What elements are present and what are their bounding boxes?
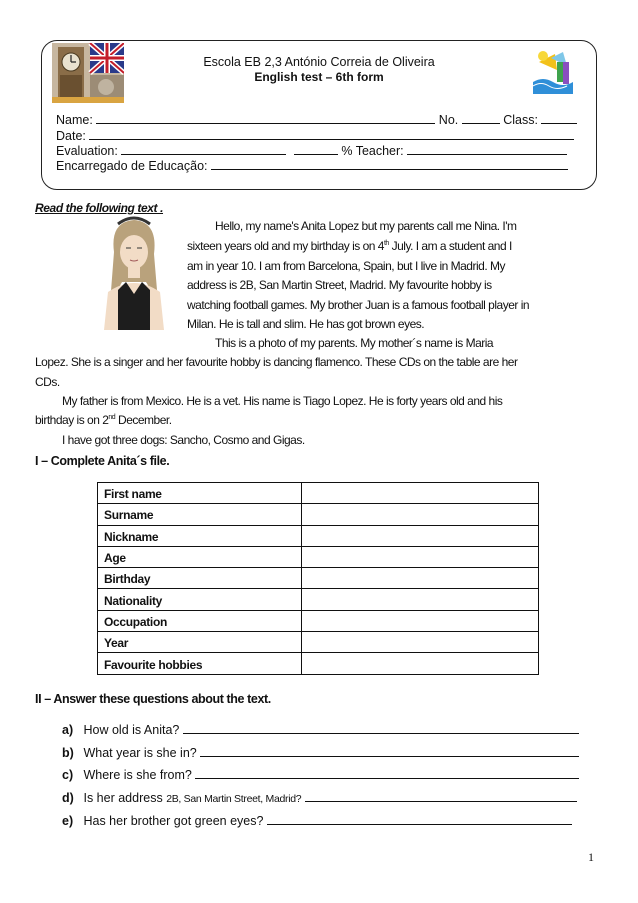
question-text: Is her address <box>83 791 163 805</box>
percent-label: % <box>341 144 353 158</box>
field-label: Occupation <box>98 610 302 631</box>
section-2-title: II – Answer these questions about the text. <box>35 692 271 706</box>
table-row <box>98 653 539 674</box>
date-blank[interactable] <box>89 129 574 140</box>
reading-line-1: Hello, my name's Anita Lopez but my parents call me Nina. I'm <box>215 219 517 233</box>
field-answer-cell[interactable] <box>302 546 539 567</box>
evaluation-row <box>56 144 567 158</box>
question-c <box>62 768 579 782</box>
question-text: What year is she in? <box>83 746 197 760</box>
reading-line-10: My father is from Mexico. He is a vet. His name is Tiago Lopez. He is forty years old and his <box>62 394 503 408</box>
reading-line-11-tail: December. <box>115 413 172 427</box>
reading-line-7: This is a photo of my parents. My mother´s name is Maria <box>215 336 494 350</box>
question-letter: b) <box>62 746 74 760</box>
date-row <box>56 129 574 143</box>
page-number: 1 <box>588 850 594 864</box>
field-label: Nationality <box>98 589 302 610</box>
field-answer-cell[interactable] <box>302 568 539 589</box>
reading-line-5: watching football games. My brother Juan is a famous football player in <box>187 298 530 312</box>
field-answer-cell[interactable] <box>302 483 539 504</box>
name-label: Name: <box>56 113 93 127</box>
number-blank[interactable] <box>462 113 500 124</box>
superscript-th: th <box>383 240 389 247</box>
answer-blank[interactable] <box>200 746 579 757</box>
number-label: No. <box>438 113 459 127</box>
question-text: How old is Anita? <box>83 723 180 737</box>
reading-line-8: Lopez. She is a singer and her favourite hobby is dancing flamenco. These CDs on the table are her <box>35 355 518 369</box>
question-e <box>62 814 572 828</box>
answer-blank[interactable] <box>183 723 579 734</box>
reading-instruction: Read the following text . <box>35 201 164 215</box>
class-label: Class: <box>503 113 538 127</box>
reading-line-11 <box>35 413 172 427</box>
answer-blank[interactable] <box>267 814 572 825</box>
question-letter: a) <box>62 723 74 737</box>
question-letter: d) <box>62 791 74 805</box>
name-blank[interactable] <box>96 113 435 124</box>
reading-line-3: am in year 10. I am from Barcelona, Spain, but I live in Madrid. My <box>187 259 505 273</box>
question-letter: e) <box>62 814 74 828</box>
guardian-blank[interactable] <box>211 159 568 170</box>
field-label: Favourite hobbies <box>98 653 302 674</box>
guardian-row <box>56 159 568 173</box>
teacher-blank[interactable] <box>407 144 567 155</box>
field-label: Age <box>98 546 302 567</box>
guardian-label: Encarregado de Educação: <box>56 159 208 173</box>
reading-line-4: address is 2B, San Martin Street, Madrid. My favourite hobby is <box>187 278 492 292</box>
reading-line-2 <box>187 239 512 253</box>
field-answer-cell[interactable] <box>302 504 539 525</box>
table-row <box>98 504 539 525</box>
question-text: Where is she from? <box>83 768 192 782</box>
field-label: First name <box>98 483 302 504</box>
answer-blank[interactable] <box>305 791 577 802</box>
class-blank[interactable] <box>541 113 577 124</box>
field-answer-cell[interactable] <box>302 653 539 674</box>
date-label: Date: <box>56 129 86 143</box>
answer-blank[interactable] <box>195 768 579 779</box>
field-label: Birthday <box>98 568 302 589</box>
anita-file-table <box>97 482 539 675</box>
reading-line-2-tail: July. I am a student and I <box>388 239 512 253</box>
teacher-label: Teacher: <box>355 144 404 158</box>
field-label: Year <box>98 632 302 653</box>
field-answer-cell[interactable] <box>302 632 539 653</box>
question-text: Has her brother got green eyes? <box>83 814 264 828</box>
table-row <box>98 483 539 504</box>
table-row <box>98 589 539 610</box>
question-d <box>62 791 577 805</box>
field-answer-cell[interactable] <box>302 589 539 610</box>
reading-line-2-text: sixteen years old and my birthday is on 4 <box>187 239 384 253</box>
percent-blank[interactable] <box>294 144 338 155</box>
name-row <box>56 113 577 127</box>
table-row <box>98 568 539 589</box>
section-1-title: I – Complete Anita´s file. <box>35 454 170 468</box>
field-answer-cell[interactable] <box>302 525 539 546</box>
reading-line-6: Milan. He is tall and slim. He has got brown eyes. <box>187 317 425 331</box>
question-letter: c) <box>62 768 74 782</box>
girl-portrait-image <box>86 212 182 330</box>
question-a <box>62 723 579 737</box>
test-title: English test – 6th form <box>254 70 384 84</box>
reading-line-12: I have got three dogs: Sancho, Cosmo and Gigas. <box>62 433 305 447</box>
field-label: Surname <box>98 504 302 525</box>
evaluation-label: Evaluation: <box>56 144 118 158</box>
field-answer-cell[interactable] <box>302 610 539 631</box>
school-name: Escola EB 2,3 António Correia de Oliveira <box>203 55 435 69</box>
question-address: 2B, San Martin Street, Madrid? <box>166 793 302 805</box>
evaluation-blank[interactable] <box>121 144 286 155</box>
table-row <box>98 632 539 653</box>
field-label: Nickname <box>98 525 302 546</box>
superscript-nd: nd <box>108 414 116 421</box>
table-row <box>98 610 539 631</box>
table-row <box>98 525 539 546</box>
reading-line-11-text: birthday is on 2 <box>35 413 109 427</box>
table-row <box>98 546 539 567</box>
question-b <box>62 746 579 760</box>
reading-line-9: CDs. <box>35 375 60 389</box>
